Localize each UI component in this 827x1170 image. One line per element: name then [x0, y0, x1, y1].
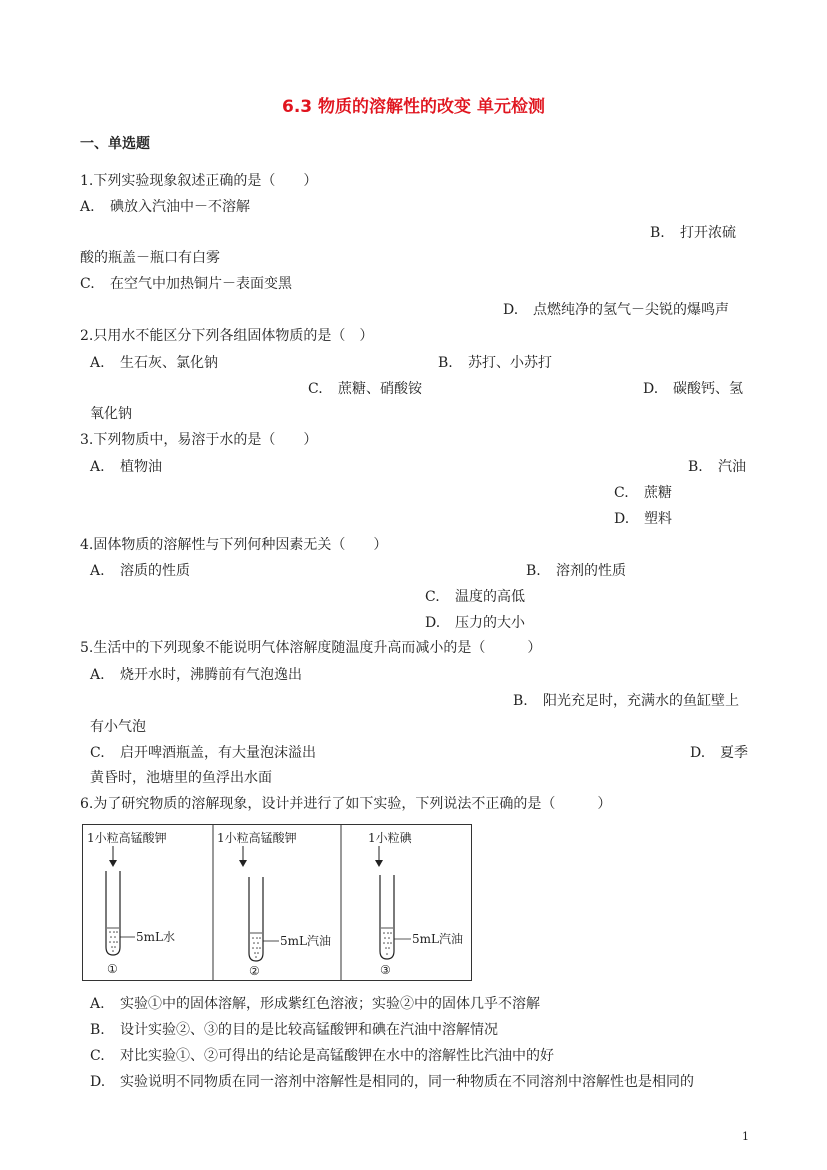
- solute-label: 1小粒高锰酸钾: [87, 831, 167, 845]
- question-6-option-a: [90, 993, 540, 1013]
- option-letter: C.: [425, 589, 440, 605]
- option-letter: A.: [90, 667, 105, 683]
- question-5-option-a: [90, 664, 302, 684]
- option-text: 在空气中加热铜片－表面变黑: [110, 276, 292, 292]
- question-1-option-d: [503, 299, 729, 319]
- option-letter: B.: [513, 693, 528, 709]
- question-2-option-d: [643, 378, 743, 398]
- question-2-option-a: [90, 352, 218, 372]
- option-text: 点燃纯净的氢气－尖锐的爆鸣声: [533, 302, 729, 318]
- option-text: 苏打、小苏打: [468, 355, 552, 371]
- solute-label: 1小粒高锰酸钾: [217, 831, 297, 845]
- question-5-stem: 5.生活中的下列现象不能说明气体溶解度随温度升高而减小的是（ ）: [80, 640, 542, 656]
- arrow-head-icon: [109, 860, 117, 867]
- option-letter: B.: [688, 459, 703, 475]
- question-3-option-a: [90, 456, 162, 476]
- option-text: 蔗糖: [644, 485, 672, 501]
- question-5-option-c: [90, 742, 316, 762]
- option-letter: D.: [690, 745, 706, 761]
- option-text: 烧开水时，沸腾前有气泡逸出: [120, 667, 302, 683]
- panel-number: ②: [249, 964, 260, 978]
- option-text: 阳光充足时，充满水的鱼缸壁上: [543, 693, 739, 709]
- question-6-stem: 6.为了研究物质的溶解现象，设计并进行了如下实验，下列说法不正确的是（ ）: [80, 796, 612, 812]
- question-4-option-b: [526, 560, 626, 580]
- question-6-option-d: [90, 1071, 694, 1091]
- question-2-option-d-continued: 氧化钠: [90, 406, 132, 422]
- option-letter: D.: [614, 511, 630, 527]
- option-letter: D.: [425, 615, 441, 631]
- option-text: 打开浓硫: [680, 225, 736, 241]
- option-letter: C.: [80, 276, 95, 292]
- question-2-option-b: [438, 352, 552, 372]
- option-text: 塑料: [644, 511, 672, 527]
- page-title: 6.3 物质的溶解性的改变 单元检测: [282, 97, 545, 117]
- solute-label: 1小粒碘: [368, 831, 412, 845]
- arrow-head-icon: [375, 860, 383, 867]
- option-text: 碳酸钙、氢: [673, 381, 743, 397]
- test-tube: [380, 875, 394, 959]
- question-5-option-d-continued: 黄昏时，池塘里的鱼浮出水面: [90, 770, 272, 786]
- question-5-option-b-continued: 有小气泡: [90, 719, 146, 735]
- solvent-label: 5mL水: [136, 930, 175, 944]
- option-text: 实验说明不同物质在同一溶剂中溶解性是相同的，同一种物质在不同溶剂中溶解性也是相同的: [120, 1074, 694, 1090]
- liquid-dots: [383, 932, 392, 955]
- option-letter: C.: [90, 745, 105, 761]
- option-letter: C.: [308, 381, 323, 397]
- option-text: 夏季: [720, 745, 748, 761]
- option-text: 启开啤酒瓶盖，有大量泡沫溢出: [120, 745, 316, 761]
- option-letter: D.: [90, 1074, 106, 1090]
- solvent-label: 5mL汽油: [280, 934, 331, 948]
- question-3-option-d: [614, 508, 672, 528]
- question-4-option-c: [425, 586, 525, 606]
- option-text: 温度的高低: [455, 589, 525, 605]
- question-6-option-b: [90, 1019, 498, 1039]
- question-1-option-b-continued: 酸的瓶盖－瓶口有白雾: [80, 250, 220, 266]
- option-text: 汽油: [718, 459, 746, 475]
- question-5-option-d: [690, 742, 748, 762]
- option-text: 实验①中的固体溶解，形成紫红色溶液；实验②中的固体几乎不溶解: [120, 996, 540, 1012]
- panel-number: ①: [107, 962, 118, 976]
- option-letter: A.: [80, 199, 95, 215]
- experiment-panel-2: [217, 830, 331, 978]
- liquid-dots: [252, 937, 261, 958]
- question-5-option-b: [513, 690, 739, 710]
- option-letter: A.: [90, 563, 105, 579]
- experiment-panel-3: [368, 830, 463, 977]
- solvent-label: 5mL汽油: [412, 932, 463, 946]
- option-letter: B.: [650, 225, 665, 241]
- option-text: 对比实验①、②可得出的结论是高锰酸钾在水中的溶解性比汽油中的好: [120, 1048, 554, 1064]
- option-letter: D.: [643, 381, 659, 397]
- question-3-option-c: [614, 482, 672, 502]
- question-3-stem: 3.下列物质中，易溶于水的是（ ）: [80, 432, 318, 448]
- experiment-figure: [82, 824, 472, 981]
- section-heading: 一、单选题: [80, 136, 150, 152]
- option-text: 碘放入汽油中－不溶解: [110, 199, 250, 215]
- option-text: 蔗糖、硝酸铵: [338, 381, 422, 397]
- option-letter: B.: [526, 563, 541, 579]
- option-letter: B.: [438, 355, 453, 371]
- option-text: 植物油: [120, 459, 162, 475]
- question-1-option-a: [80, 196, 250, 216]
- arrow-head-icon: [239, 860, 247, 867]
- question-4-option-d: [425, 612, 525, 632]
- option-letter: A.: [90, 996, 105, 1012]
- question-1-stem: 1.下列实验现象叙述正确的是（ ）: [80, 173, 318, 189]
- question-6-option-c: [90, 1045, 554, 1065]
- page-number: 1: [742, 1130, 749, 1143]
- question-2-stem: 2.只用水不能区分下列各组固体物质的是（ ）: [80, 328, 374, 344]
- option-text: 生石灰、氯化钠: [120, 355, 218, 371]
- option-text: 压力的大小: [455, 615, 525, 631]
- option-letter: C.: [90, 1048, 105, 1064]
- question-3-option-b: [688, 456, 746, 476]
- option-letter: B.: [90, 1022, 105, 1038]
- question-2-option-c: [308, 378, 422, 398]
- option-text: 溶剂的性质: [556, 563, 626, 579]
- option-letter: A.: [90, 459, 105, 475]
- option-letter: A.: [90, 355, 105, 371]
- question-1-option-c: [80, 273, 292, 293]
- option-text: 设计实验②、③的目的是比较高锰酸钾和碘在汽油中溶解情况: [120, 1022, 498, 1038]
- option-letter: C.: [614, 485, 629, 501]
- option-letter: D.: [503, 302, 519, 318]
- question-1-option-b: [650, 222, 736, 242]
- panel-number: ③: [380, 963, 391, 977]
- option-text: 溶质的性质: [120, 563, 190, 579]
- test-tube: [249, 877, 263, 961]
- question-4-option-a: [90, 560, 190, 580]
- experiment-panel-1: [87, 830, 175, 976]
- question-4-stem: 4.固体物质的溶解性与下列何种因素无关（ ）: [80, 537, 388, 553]
